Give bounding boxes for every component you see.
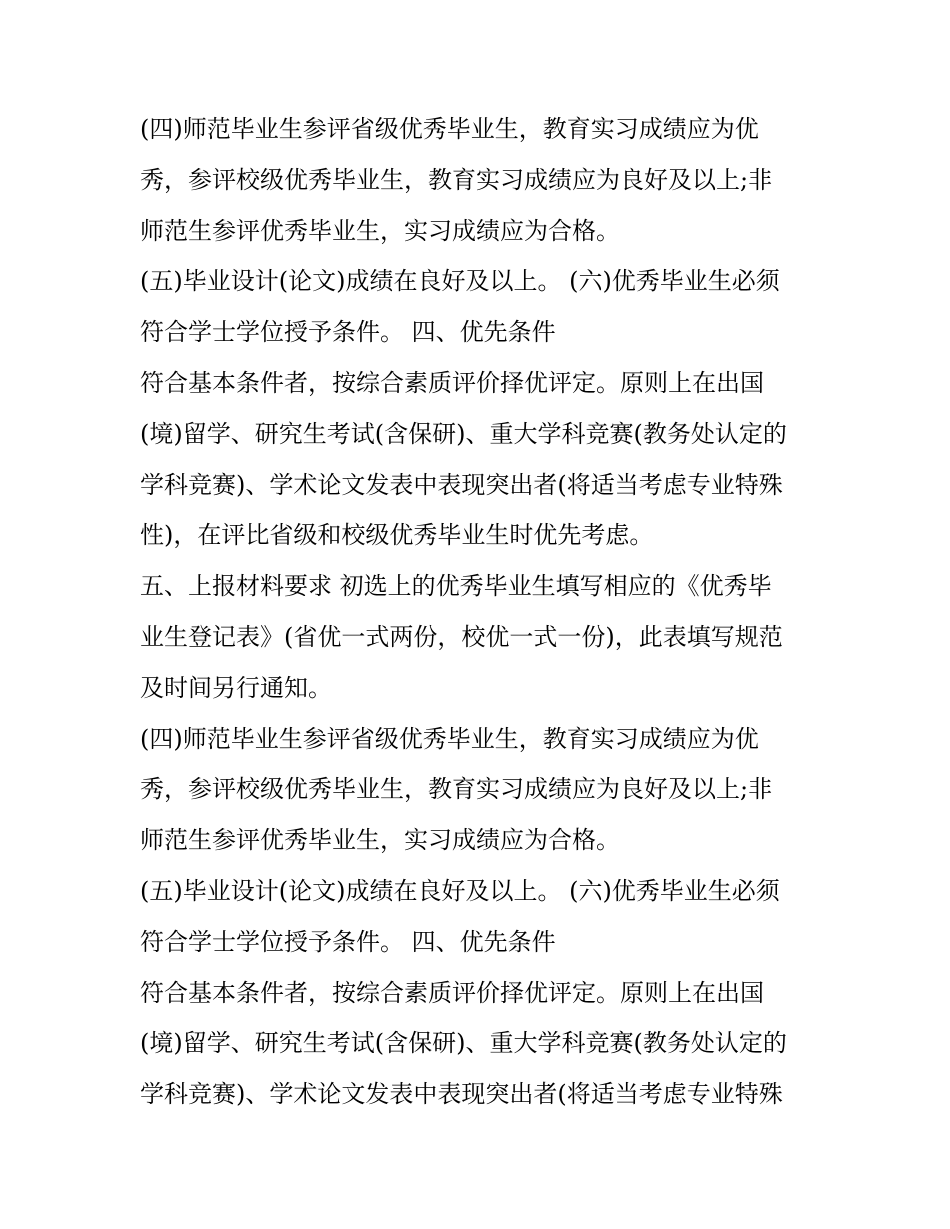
text-line: (境)留学、研究生考试(含保研)、重大学科竞赛(教务处认定的 [140, 419, 787, 448]
text-line: (四)师范毕业生参评省级优秀毕业生，教育实习成绩应为优 [140, 115, 759, 143]
text-line: 学科竞赛)、学术论文发表中表现突出者(将适当考虑专业特殊 [140, 470, 783, 499]
text-line: 师范生参评优秀毕业生，实习成绩应为合格。 [140, 826, 620, 855]
text-line: 符合学士学位授予条件。 四、优先条件 [140, 318, 556, 347]
text-line: 学科竞赛)、学术论文发表中表现突出者(将适当考虑专业特殊 [140, 1080, 783, 1109]
text-line: (五)毕业设计(论文)成绩在良好及以上。 (六)优秀毕业生必须 [140, 267, 780, 296]
text-line: 及时间另行通知。 [140, 673, 332, 702]
text-line: 性)，在评比省级和校级优秀毕业生时优先考虑。 [140, 521, 654, 550]
text-line: 符合基本条件者，按综合素质评价择优评定。原则上在出国 [140, 978, 764, 1007]
text-line: (境)留学、研究生考试(含保研)、重大学科竞赛(教务处认定的 [140, 1029, 787, 1058]
text-line: 师范生参评优秀毕业生，实习成绩应为合格。 [140, 216, 620, 245]
text-line: 五、上报材料要求 初选上的优秀毕业生填写相应的《优秀毕 [140, 572, 772, 601]
text-line: 业生登记表》(省优一式两份，校优一式一份)，此表填写规范 [140, 622, 783, 651]
text-line: 符合基本条件者，按综合素质评价择优评定。原则上在出国 [140, 368, 764, 397]
text-line: (四)师范毕业生参评省级优秀毕业生，教育实习成绩应为优 [140, 724, 759, 753]
document-page [140, 104, 820, 1120]
text-line: 秀，参评校级优秀毕业生，教育实习成绩应为良好及以上;非 [140, 165, 773, 194]
text-line: 秀，参评校级优秀毕业生，教育实习成绩应为良好及以上;非 [140, 775, 773, 804]
text-line: (五)毕业设计(论文)成绩在良好及以上。 (六)优秀毕业生必须 [140, 876, 780, 905]
text-line: 符合学士学位授予条件。 四、优先条件 [140, 927, 556, 956]
